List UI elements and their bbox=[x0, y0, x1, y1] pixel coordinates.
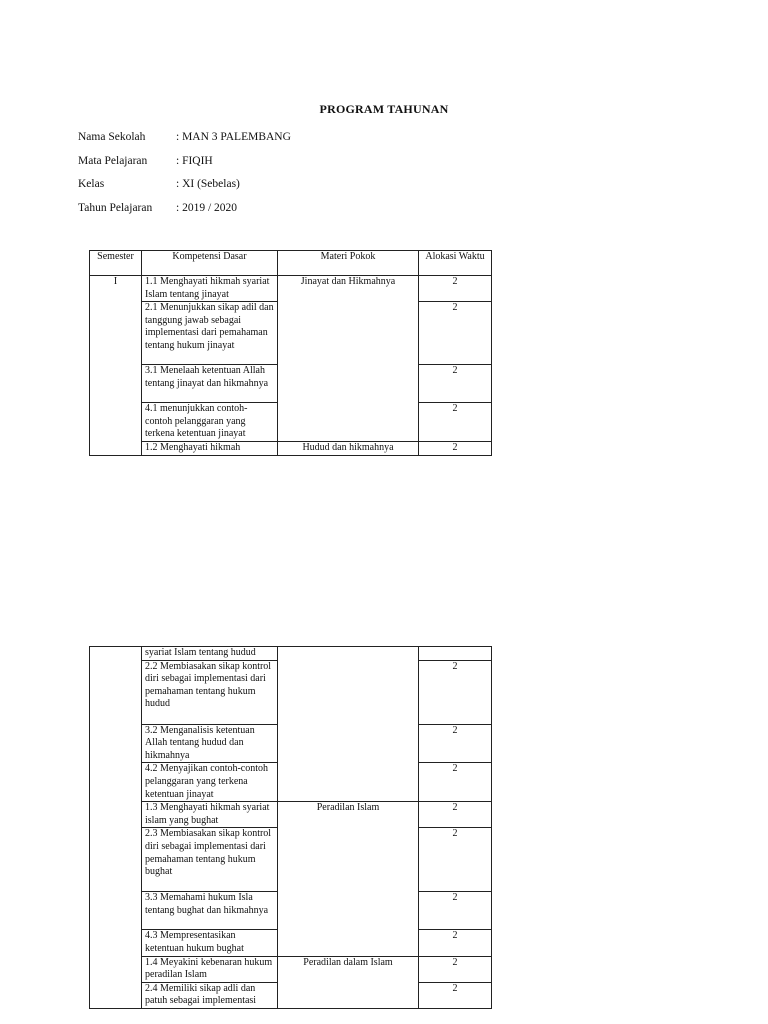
materi-cell: Peradilan dalam Islam bbox=[278, 956, 419, 1008]
meta-row-year bbox=[78, 202, 237, 214]
kd-cell: syariat Islam tentang hudud bbox=[142, 647, 278, 661]
kd-cell: 1.2 Menghayati hikmah bbox=[142, 441, 278, 455]
materi-cell: Jinayat dan Hikmahnya bbox=[278, 276, 419, 442]
header-alokasi-waktu: Alokasi Waktu bbox=[419, 251, 492, 276]
kd-cell: 2.2 Membiasakan sikap kontrol diri sebagai implementasi dari pemahaman tentang hukum hudud bbox=[142, 660, 278, 724]
header-kompetensi-dasar: Kompetensi Dasar bbox=[142, 251, 278, 276]
semester-cell bbox=[90, 647, 142, 1009]
table-row bbox=[90, 647, 492, 661]
kd-cell: 2.1 Menunjukkan sikap adil dan tanggung jawab sebagai implementasi dari pemahaman tentang hukum jinayat bbox=[142, 302, 278, 365]
kd-cell: 1.1 Menghayati hikmah syariat Islam tentang jinayat bbox=[142, 276, 278, 302]
alokasi-cell: 2 bbox=[419, 365, 492, 403]
alokasi-cell: 2 bbox=[419, 930, 492, 956]
kd-cell: 2.3 Membiasakan sikap kontrol diri sebagai implementasi dari pemahaman tentang hukum bughat bbox=[142, 828, 278, 892]
kd-cell: 2.4 Memiliki sikap adli dan patuh sebagai implementasi bbox=[142, 982, 278, 1008]
alokasi-cell: 2 bbox=[419, 828, 492, 892]
table-header-row bbox=[90, 251, 492, 276]
materi-cell: Peradilan Islam bbox=[278, 802, 419, 956]
kd-cell: 3.2 Menganalisis ketentuan Allah tentang hudud dan hikmahnya bbox=[142, 724, 278, 763]
table-row bbox=[90, 276, 492, 302]
kd-cell: 3.1 Menelaah ketentuan Allah tentang jinayat dan hikmahnya bbox=[142, 365, 278, 403]
document-title: PROGRAM TAHUNAN bbox=[319, 102, 449, 116]
meta-label: Tahun Pelajaran bbox=[78, 202, 153, 214]
meta-value: : FIQIH bbox=[176, 155, 213, 167]
table-row bbox=[90, 802, 492, 828]
meta-label: Mata Pelajaran bbox=[78, 155, 148, 167]
materi-cell bbox=[278, 647, 419, 802]
alokasi-cell: 2 bbox=[419, 956, 492, 982]
meta-row-subject bbox=[78, 155, 213, 167]
kd-cell: 1.4 Meyakini kebenaran hukum peradilan Islam bbox=[142, 956, 278, 982]
alokasi-cell: 2 bbox=[419, 763, 492, 802]
meta-row-class bbox=[78, 178, 240, 190]
table-row bbox=[90, 441, 492, 455]
table-row bbox=[90, 956, 492, 982]
alokasi-cell bbox=[419, 647, 492, 661]
header-materi-pokok: Materi Pokok bbox=[278, 251, 419, 276]
alokasi-cell: 2 bbox=[419, 724, 492, 763]
alokasi-cell: 2 bbox=[419, 302, 492, 365]
program-table-page-2 bbox=[89, 646, 492, 1009]
meta-value: : 2019 / 2020 bbox=[176, 202, 238, 214]
kd-cell: 4.3 Mempresentasikan ketentuan hukum bughat bbox=[142, 930, 278, 956]
program-table-page-1 bbox=[89, 250, 492, 456]
meta-label: Kelas bbox=[78, 178, 105, 190]
kd-cell: 1.3 Menghayati hikmah syariat islam yang bughat bbox=[142, 802, 278, 828]
alokasi-cell: 2 bbox=[419, 403, 492, 442]
kd-cell: 4.1 menunjukkan contoh-contoh pelanggaran yang terkena ketentuan jinayat bbox=[142, 403, 278, 442]
meta-value: : XI (Sebelas) bbox=[176, 178, 240, 190]
alokasi-cell: 2 bbox=[419, 660, 492, 724]
alokasi-cell: 2 bbox=[419, 892, 492, 930]
meta-label: Nama Sekolah bbox=[78, 131, 146, 143]
alokasi-cell: 2 bbox=[419, 982, 492, 1008]
header-semester: Semester bbox=[90, 251, 142, 276]
alokasi-cell: 2 bbox=[419, 276, 492, 302]
alokasi-cell: 2 bbox=[419, 441, 492, 455]
meta-row-school bbox=[78, 131, 291, 143]
kd-cell: 4.2 Menyajikan contoh-contoh pelanggaran yang terkena ketentuan jinayat bbox=[142, 763, 278, 802]
semester-cell: I bbox=[90, 276, 142, 456]
kd-cell: 3.3 Memahami hukum Isla tentang bughat dan hikmahnya bbox=[142, 892, 278, 930]
alokasi-cell: 2 bbox=[419, 802, 492, 828]
meta-value: : MAN 3 PALEMBANG bbox=[176, 131, 291, 143]
materi-cell: Hudud dan hikmahnya bbox=[278, 441, 419, 455]
